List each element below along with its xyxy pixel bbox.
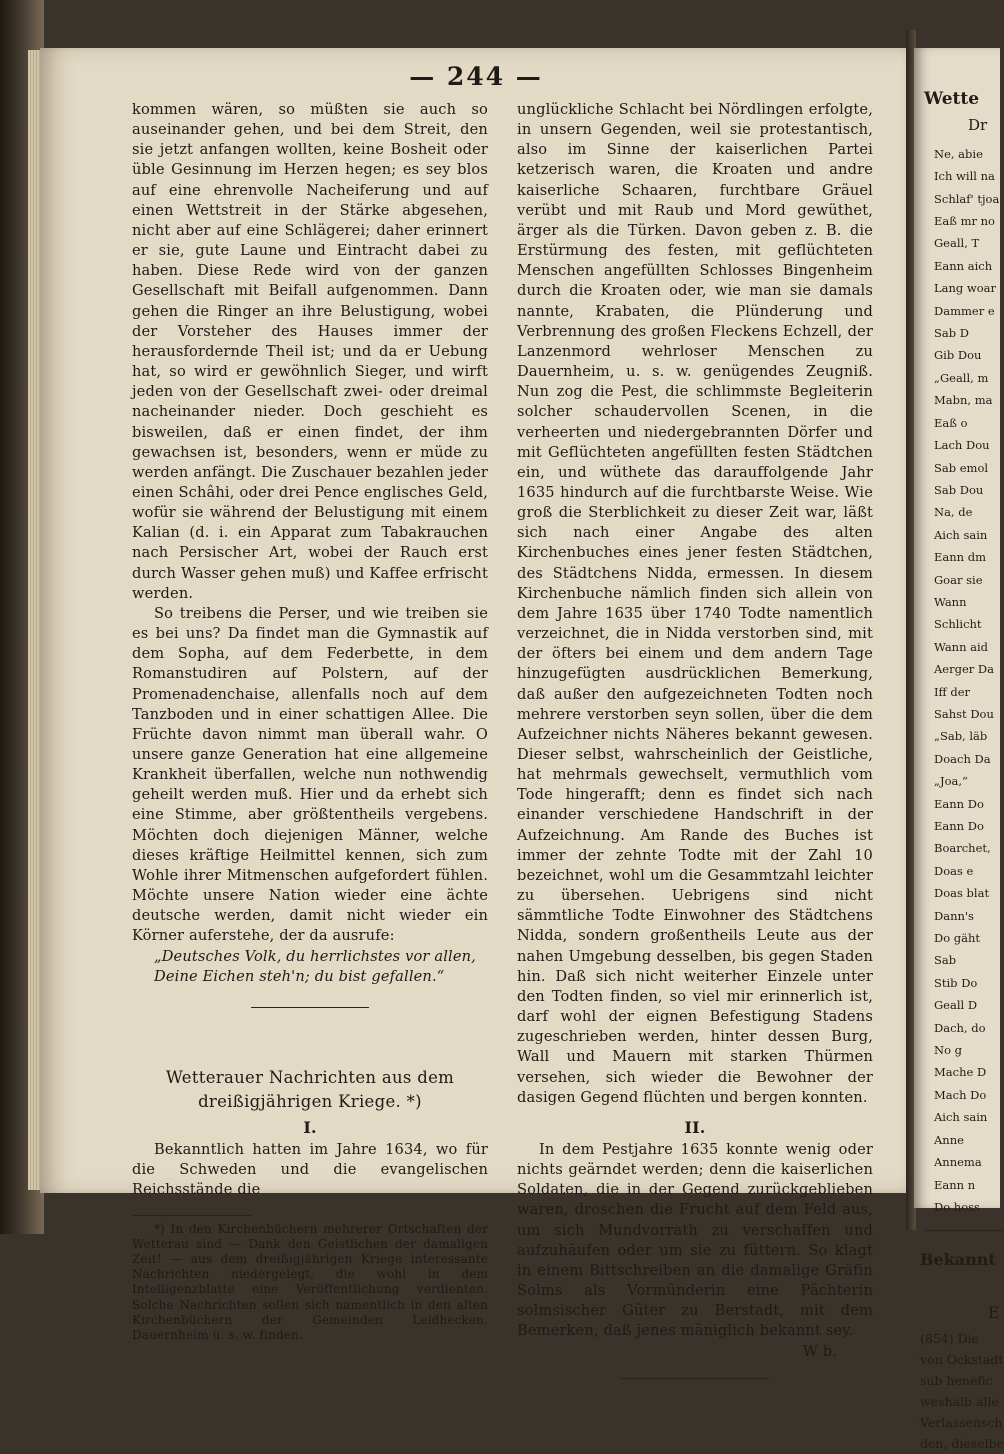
left-column — [132, 100, 488, 1343]
adjacent-page-line: Eaß o — [934, 415, 968, 430]
right-paragraph-2: In dem Pestjahre 1635 konnte wenig oder nichts geärndet werden; denn die kaiserlichen Soldaten, die in der Gegend zurückgeblieben waren, droschen die Frucht auf dem Feld aus, um sich Mundvorrath zu verschaffen und aufzuhäufen oder um sie zu füttern. So klagt in einem Bittschreiben an die damalige Gräfin Solms als Vormünderin eine Pächterin solmsischer Güter zu Berstadt, mit dem Bemerken, daß jenes mäniglich bekannt sey. — [517, 1140, 873, 1340]
adjacent-page-line: Geall, T — [934, 236, 980, 251]
adjacent-page-line: Goar sie — [934, 572, 983, 587]
adjacent-page-line: Iff der — [934, 684, 971, 699]
adjacent-page-line: Ich will na — [934, 169, 995, 184]
adjacent-page-ad-line: den, dieselbe — [920, 1436, 1004, 1452]
adjacent-page-poem — [914, 143, 1000, 1219]
left-paragraph-3: Bekanntlich hatten im Jahre 1634, wo für die Schweden und die evangelischen Reichsstände die — [132, 1141, 488, 1199]
adjacent-page-line: Na, de — [934, 505, 973, 520]
adjacent-page-line: Lang woar — [934, 281, 997, 296]
adjacent-page-line: Eann Do — [934, 796, 984, 811]
adjacent-page-line: Gib Dou — [934, 348, 982, 363]
adjacent-page-line: Anne — [934, 1132, 964, 1147]
adjacent-page-line: Doas blat — [934, 886, 990, 901]
adjacent-page-line: Ne, abie — [934, 146, 983, 161]
adjacent-page-heading: Wette — [924, 89, 980, 109]
adjacent-page-line: Doas e — [934, 863, 974, 878]
adjacent-page-line: Stib Do — [934, 975, 978, 990]
adjacent-page-line: Schlaf' tjoa — [934, 191, 1000, 206]
right-paragraph-1: unglückliche Schlacht bei Nördlingen erfolgte, in unsern Gegenden, weil sie protestantisch, also im Sinne der kaiserlichen Partei ketzerisch waren, die Kroaten und andre kaiserliche Schaaren, furchtbare Gräuel verübt und mit Raub und Mord gewüthet, ärger als die Türken. Davon geben z. B. die Erstürmung des festen, mit geflüchteten Menschen angefüllten Schlosses Bingenheim durch die Kroaten oder, wie man sie damals nannte, Krabaten, die Plünderung und Verbrennung des großen Fleckens Echzell, der Lanzenmord wehrloser Menschen zu Dauernheim, u. s. w. genügendes Zeugniß. Nun zog die Pest, die schlimmste Begleiterin solcher schaudervollen Scenen, in die verheerten und niedergebrannten Dörfer und mit Geflüchteten angefüllten festen Städtchen ein, und wüthete das darauffolgende Jahr 1635 hindurch auf die furchtbarste Weise. Wie groß die Sterblichkeit zu dieser Zeit war, läßt sich nach einer Angabe des alten Kirchenbuches eines jener festen Städtchen, des Städtchens Nidda, ermessen. In diesem Kirchenbuche nämlich finden sich allein von dem Jahre 1635 über 1740 Todte namentlich verzeichnet, die in Nidda verstorben sind, mit der öfters bei einem und dem andern Tage hinzugefügten ausdrücklichen Bemerkung, daß außer den aufgezeichneten Todten noch mehrere verstorben seyn sollen, über die dem Aufzeichner nichts Näheres bekannt gewesen. Dieser selbst, wahrscheinlich der Geistliche, hat mehrmals gewechselt, vermuthlich vom Tode hingerafft; denn es findet sich nach einander verschiedene Handschrift in der Aufzeichnung. Am Rande des Buches ist immer der zehnte Todte mit der Zahl 10 bezeichnet, wohl um die Gesammtzahl leichter zu übersehen. Uebrigens sind nicht sämmtliche Todte Einwohner des Städtchens Nidda, sondern großentheils Leute aus der nahen Umgebung desselben, bis gegen Staden hin. Daß sich nicht weiterher Einzele unter den Todten finden, so viel mir erinnerlich ist, darf wohl der eignen Befestigung Stadens zugeschrieben werden, hinter dessen Burg, Wall und Mauern mit starken Thürmen versehen, sich wieder die Bewohner der dasigen Gegend flüchten und bergen konnten. — [517, 101, 873, 1106]
adjacent-page-line: Lach Dou — [934, 438, 990, 453]
adjacent-page-line: „Joa,“ — [934, 774, 968, 789]
section-number-2: II. — [684, 1117, 706, 1137]
adjacent-page-ad-line: weshalb alle — [920, 1394, 999, 1410]
adjacent-page-line: Eann n — [934, 1177, 976, 1192]
adjacent-page-line: Mach Do — [934, 1087, 987, 1102]
adjacent-page-line: Dammer e — [934, 303, 995, 318]
adjacent-page-line: Sab emol — [934, 460, 989, 475]
adjacent-page-ad-title: Bekannt — [920, 1250, 996, 1270]
adjacent-page-line: Mabn, ma — [934, 393, 993, 408]
adjacent-page-ad-line: sub henefic — [920, 1373, 993, 1389]
adjacent-page-line: „Sab, läb — [934, 729, 988, 744]
adjacent-page-line: Sab — [934, 953, 957, 968]
adjacent-page-line: Dann's — [934, 908, 974, 923]
adjacent-page-line: Eann dm — [934, 550, 986, 565]
adjacent-page-line: „Geall, m — [934, 370, 989, 385]
adjacent-page-line: Sab Dou — [934, 482, 984, 497]
end-divider — [620, 1378, 770, 1379]
adjacent-page-line: Aich sain — [934, 1110, 988, 1125]
adjacent-page-ad-line: von Ockstadt — [920, 1352, 1004, 1368]
adjacent-page-ad-line: (854) Die — [920, 1331, 980, 1347]
footnote: *) In den Kirchenbüchern mehrerer Ortschaften der Wetterau sind — Dank den Geistlichen der damaligen Zeit! — aus dem dreißigjährigen Kriege interessante Nachrichten niedergelegt, die wohl in dem Intelligenzblatte eine Veröffentlichung verdienten. Solche Nachrichten sollen sich namentlich in den alten Kirchenbüchern der Gemeinden Leidhecken, Dauernheim u. s. w. finden. — [132, 1221, 488, 1342]
adjacent-page-line: Eann Do — [934, 819, 984, 833]
adjacent-page-ad-letter: E — [988, 1302, 1000, 1322]
adjacent-page-line: Do hoss — [934, 1199, 980, 1214]
adjacent-page-ad-text — [914, 1328, 1004, 1454]
adjacent-page-line: Sab D — [934, 326, 969, 341]
section-divider — [251, 1007, 369, 1008]
poem-quote — [154, 947, 488, 987]
adjacent-page-line: Mache D — [934, 1065, 987, 1080]
adjacent-page-line: Do gäht — [934, 931, 981, 946]
page-number: — 244 — — [409, 62, 543, 91]
adjacent-page-line: Wann aid — [934, 639, 989, 654]
adjacent-page-line: Eann aich — [934, 258, 993, 273]
book-page — [40, 48, 912, 1360]
adjacent-page-ad-line: Verlassensch — [920, 1415, 1003, 1431]
adjacent-page-line: Sahst Dou — [934, 706, 994, 721]
adjacent-page-line: Schlicht — [934, 617, 982, 632]
adjacent-page-subheading: Dr — [968, 116, 988, 135]
adjacent-page-line: Aerger Da — [934, 662, 995, 677]
adjacent-page-line: Dach, do — [934, 1020, 986, 1035]
left-paragraph-2: So treibens die Perser, und wie treiben sie es bei uns? Da findet man die Gymnastik auf dem Sopha, auf dem Federbette, in dem Romanstudiren auf Polstern, auf der Promenadenchaise, allenfalls noch auf dem Tanzboden und in einer schattigen Allee. Die Früchte davon nimmt man überall wahr. O unsere ganze Generation hat eine allgemeine Krankheit überfallen, welche nun nothwendig geheilt werden muß. Hier und da erhebt sich eine Stimme, aber größtentheils vergebens. Möchten doch diejenigen Männer, welche dieses kräftige Heilmittel kennen, sich zum Wohle ihrer Mitmenschen aufgefordert fühlen. Möchte unsere Nation wieder eine ächte deutsche werden, damit nicht wieder ein Körner auferstehe, der da ausrufe: — [132, 604, 488, 945]
adjacent-page-line: No g — [934, 1043, 963, 1058]
adjacent-page-line: Geall D — [934, 998, 978, 1013]
adjacent-page-line: Wann — [934, 594, 967, 609]
adjacent-page-line: Annema — [934, 1155, 982, 1170]
adjacent-page — [914, 48, 1004, 1452]
section-number-1: I. — [303, 1117, 317, 1137]
adjacent-page-divider — [924, 1230, 1004, 1231]
footnote-divider — [132, 1215, 252, 1216]
adjacent-page-line: Doach Da — [934, 751, 991, 766]
section-title: Wetterauer Nachrichten aus dem dreißigjährigen Kriege. *) — [165, 1067, 455, 1111]
left-paragraph-1: kommen wären, so müßten sie auch so auseinander gehen, und bei dem Streit, den sie jetzt anfangen wollten, keine Bosheit oder üble Gesinnung im Herzen hegen; es sey blos auf eine ehrenvolle Nacheiferung und auf einen Wettstreit in der Stärke abgesehen, nicht aber auf eine Schlägerei; daher erinnert er sie, gute Laune und Eintracht dabei zu haben. Diese Rede wird von der ganzen Gesellschaft mit Beifall aufgenommen. Dann gehen die Ringer an ihre Belustigung, wobei der Vorsteher des Hauses immer der herausfordernde Theil ist; und da er Uebung hat, so wird er gewöhnlich Sieger, und wirft jeden von der Gesellschaft zwei- oder dreimal nacheinander nieder. Doch geschieht es bisweilen, daß er einen findet, der ihm gewachsen ist, besonders, wenn er müde zu werden anfängt. Die Zuschauer bezahlen jeder einen Schâhi, oder drei Pence englisches Geld, wofür sie während der Belustigung mit einem Kalian (d. i. ein Apparat zum Tabakrauchen nach Persischer Art, wobei der Rauch erst durch Wasser gehen muß) und Kaffee erfrischt werden. — [132, 101, 488, 602]
right-column — [517, 100, 873, 1379]
poem-line-1: „Deutsches Volk, du herrlichstes vor allen, — [154, 947, 476, 965]
adjacent-page-line: Boarchet, — [934, 841, 991, 856]
adjacent-page-line: Aich sain — [934, 527, 988, 542]
poem-line-2: Deine Eichen steh'n; du bist gefallen.“ — [154, 967, 445, 985]
adjacent-page-line: Eaß mr no — [934, 214, 995, 229]
author-signature: W b. — [802, 1342, 837, 1360]
